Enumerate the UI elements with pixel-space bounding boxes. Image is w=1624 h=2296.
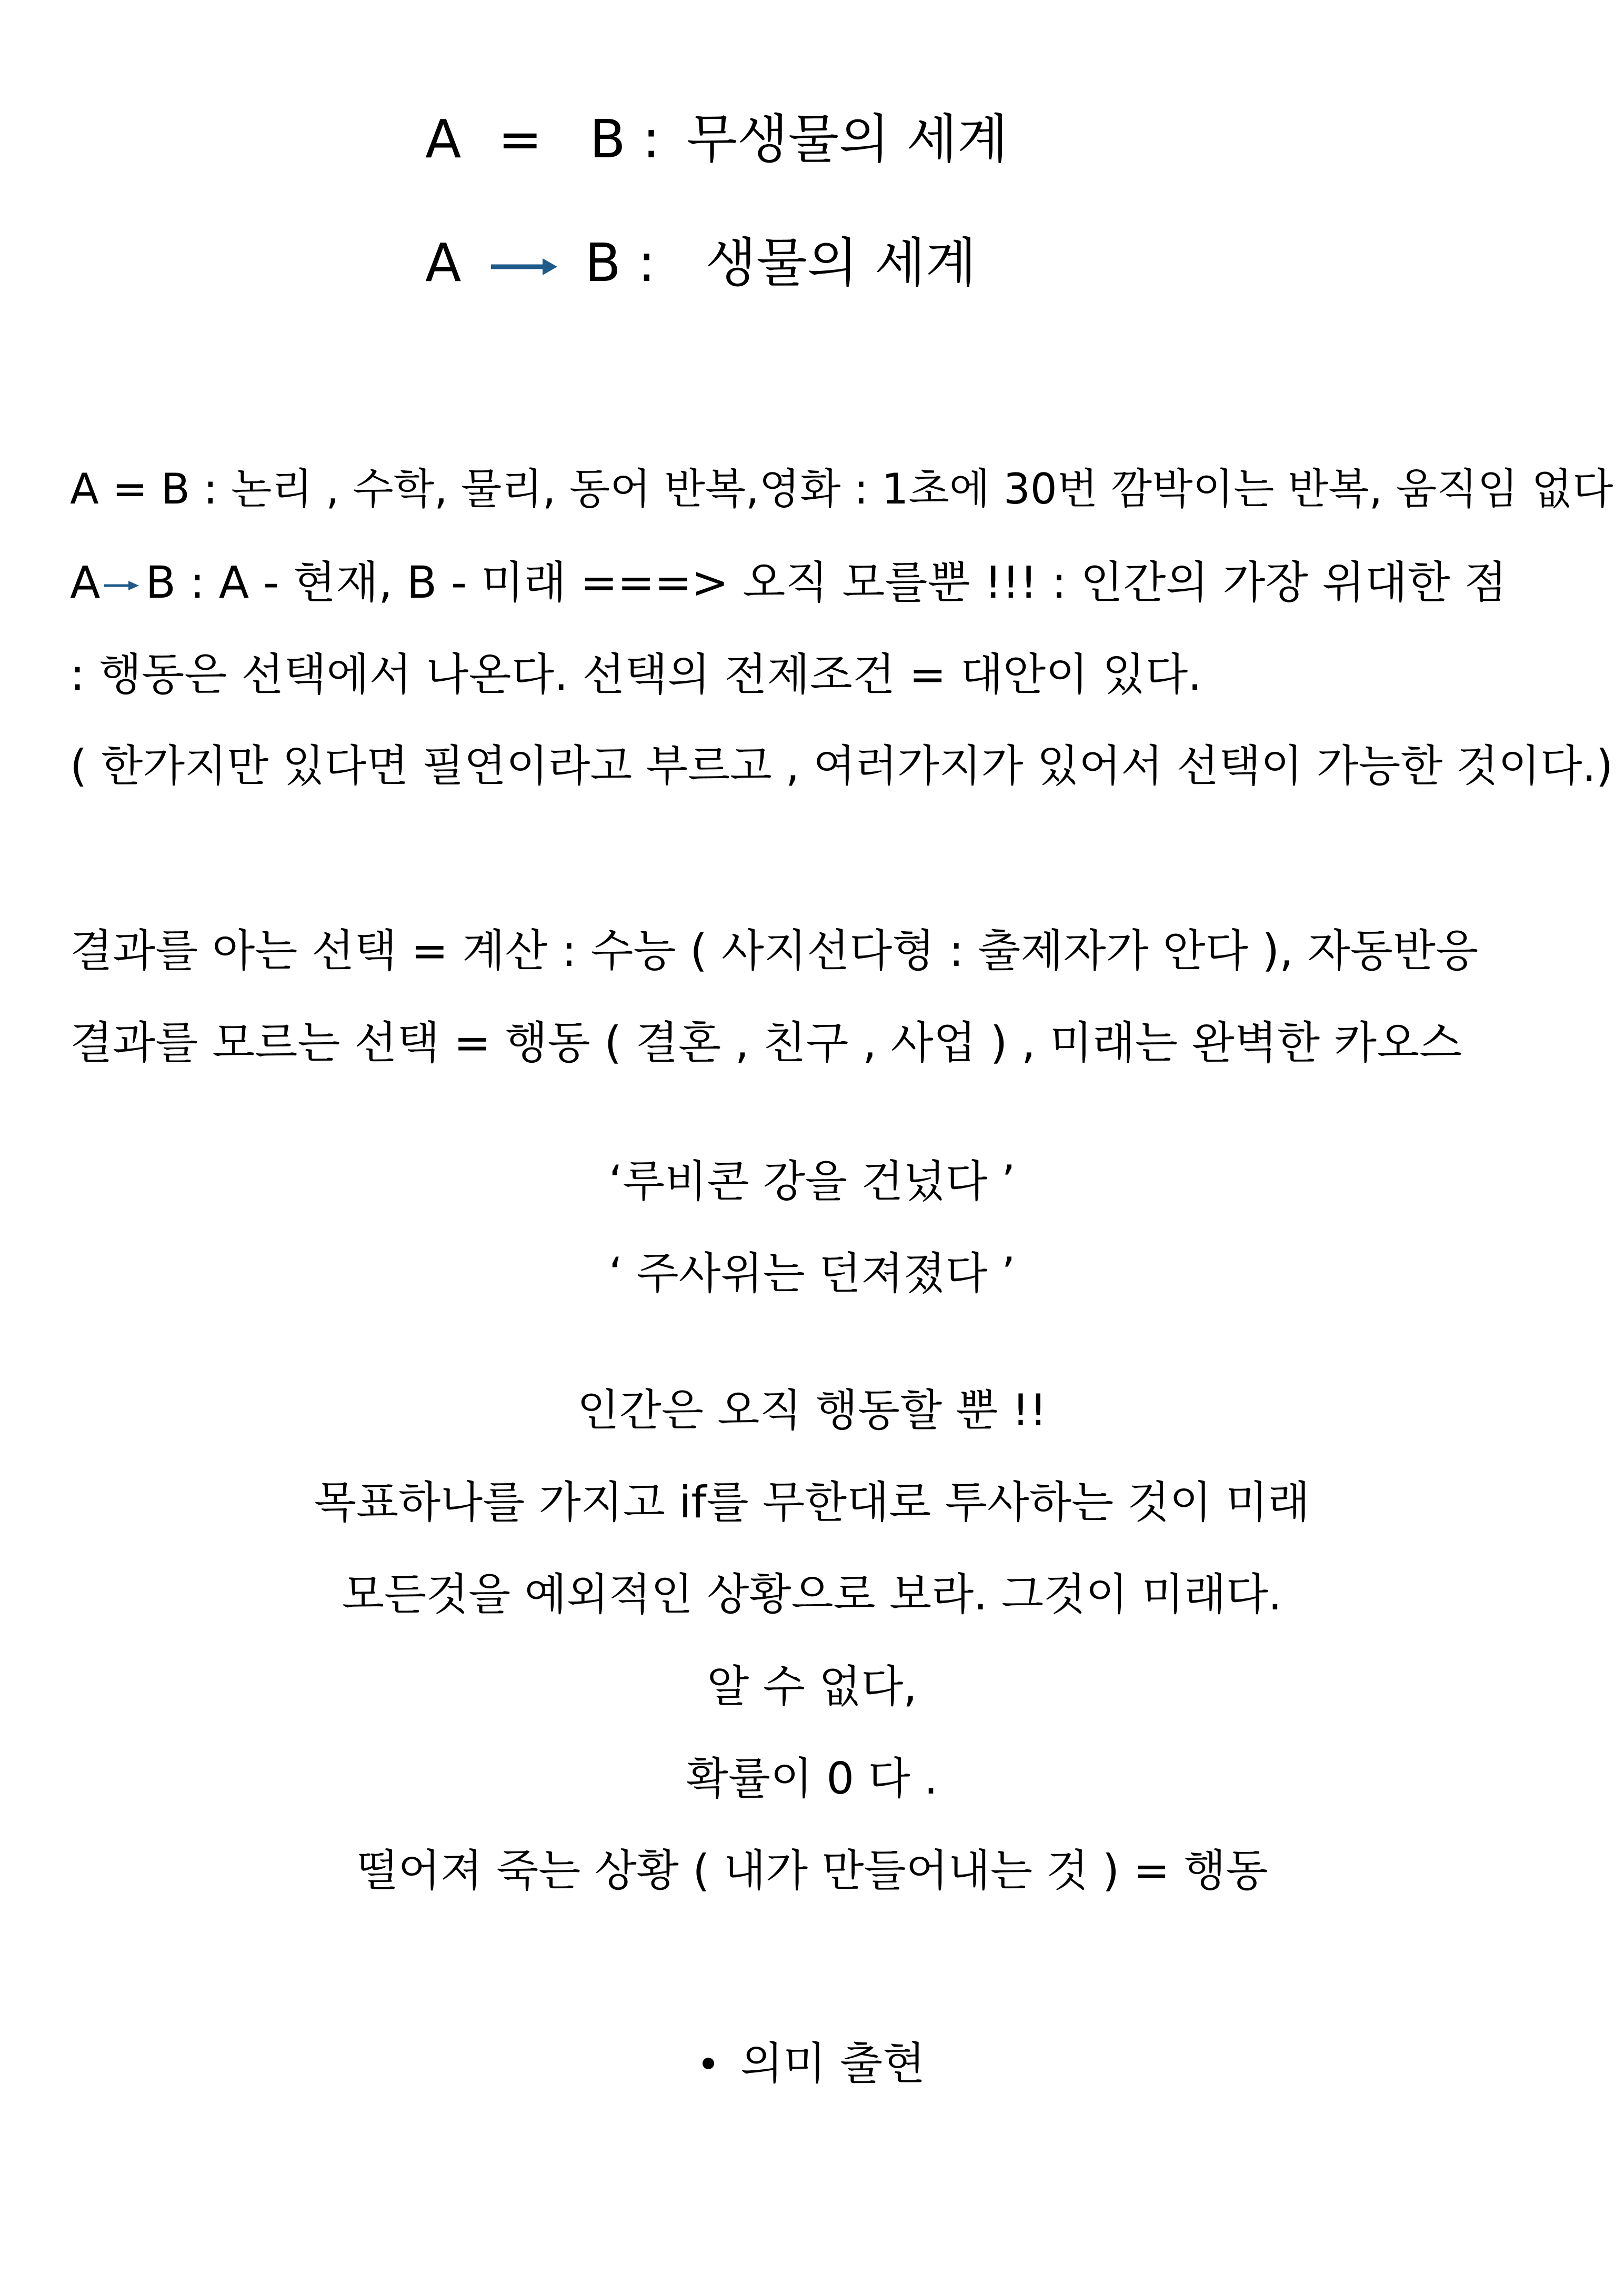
center-line-4: 알 수 없다,	[707, 1661, 917, 1712]
heading-2-right: B :	[585, 232, 656, 294]
right-arrow-icon	[490, 251, 558, 283]
heading-2-left: A	[425, 232, 462, 294]
heading-line-2	[425, 232, 977, 294]
center-line-6: 떨어져 죽는 상황 ( 내가 만들어내는 것 ) = 행동	[356, 1845, 1268, 1896]
body-line-5: 결과를 아는 선택 = 계산 : 수능 ( 사지선다형 : 출제자가 안다 ), 자동반응	[70, 925, 1479, 976]
bullet-item	[703, 2038, 926, 2089]
heading-1-operator: =	[498, 108, 543, 170]
body-line-2-rest: B : A - 현재, B - 미래 ===> 오직 모를뿐 !!! : 인간의 가장 위대한 점	[145, 557, 1507, 608]
body-line-6: 결과를 모르는 선택 = 행동 ( 결혼 , 친구 , 사업 ) , 미래는 완벽한 카오스	[70, 1017, 1462, 1069]
heading-2-text: 생물의 세계	[705, 232, 977, 294]
quote-dice: ‘ 주사위는 던져졌다 ’	[608, 1248, 1016, 1299]
center-line-2: 목표하나를 가지고 if를 무한대로 투사하는 것이 미래	[314, 1477, 1310, 1528]
bullet-text: 의미 출현	[740, 2038, 926, 2089]
right-arrow-small-icon	[103, 575, 140, 596]
heading-1-left: A	[425, 108, 462, 170]
quote-rubicon: ‘루비콘 강을 건넜다 ’	[608, 1156, 1016, 1207]
body-line-2-left: A	[70, 557, 101, 608]
heading-1-right: B :	[589, 108, 660, 170]
center-line-1: 인간은 오직 행동할 뿐 !!	[577, 1385, 1047, 1436]
heading-1-text: 무생물의 세계	[686, 108, 1008, 170]
center-line-5: 확률이 0 다 .	[686, 1753, 938, 1804]
body-line-3: : 행동은 선택에서 나온다. 선택의 전제조건 = 대안이 있다.	[70, 649, 1202, 700]
body-line-4: ( 한가지만 있다면 필연이라고 부르고 , 여러가지가 있어서 선택이 가능한 것이다.)	[70, 741, 1613, 791]
center-line-3: 모든것을 예외적인 상황으로 보라. 그것이 미래다.	[342, 1569, 1282, 1620]
body-line-1: A = B : 논리 , 수학, 물리, 동어 반복,영화 : 1초에 30번 깜박이는 반복, 움직임 없다	[70, 465, 1613, 513]
heading-line-1	[425, 108, 1008, 170]
body-line-2	[70, 557, 1507, 608]
bullet-dot-icon	[703, 2058, 714, 2069]
